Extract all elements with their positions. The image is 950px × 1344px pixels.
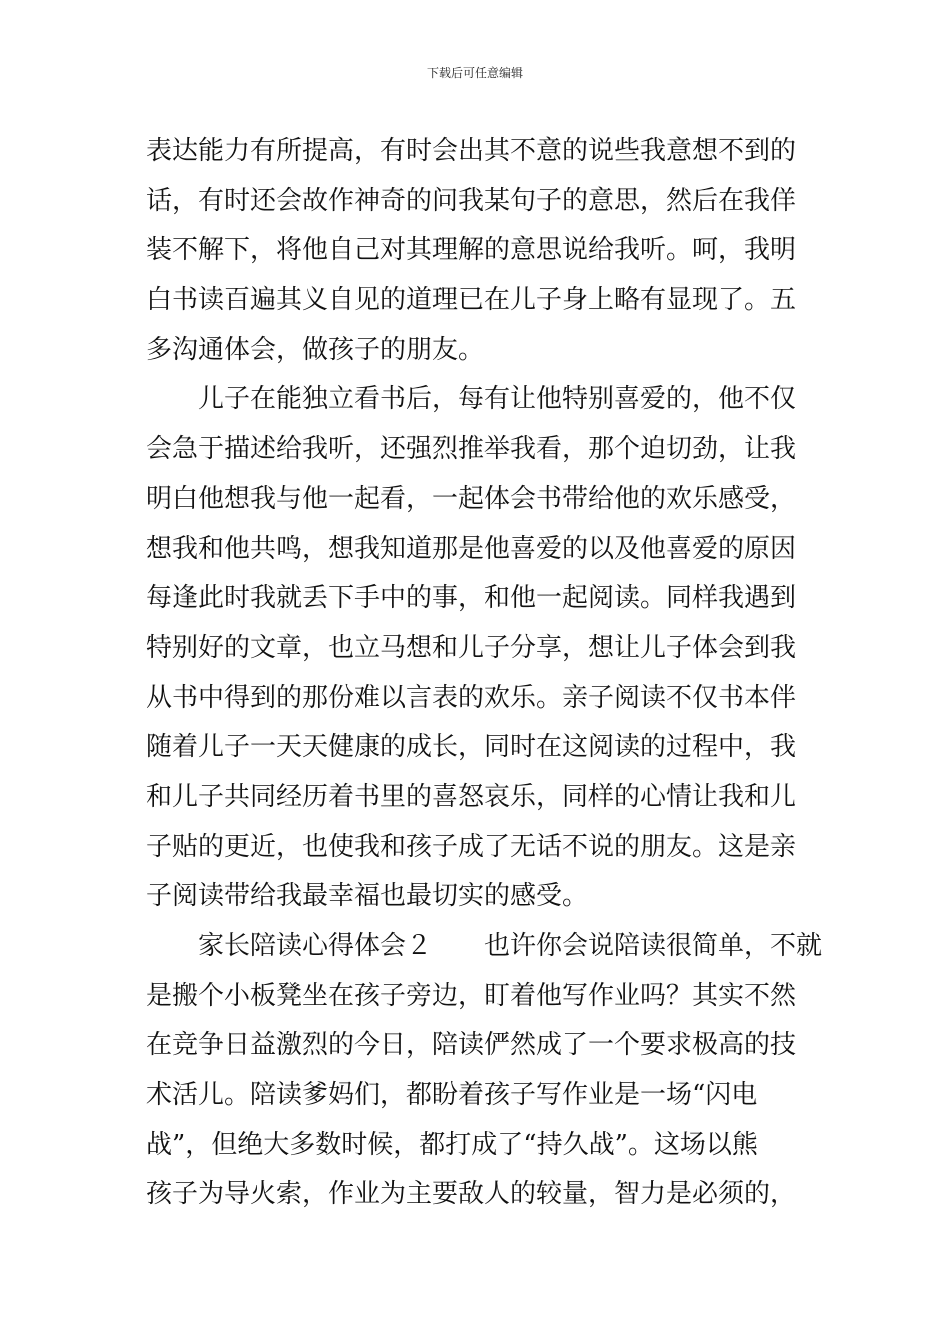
text-line: 多沟通体会，做孩子的朋友。	[146, 334, 485, 365]
text-line: 孩子为导火索，作业为主要敌人的较量，智力是必须的，	[146, 1179, 797, 1210]
text-line: 表达能力有所提高，有时会出其不意的说些我意想不到的	[146, 136, 797, 166]
text-line: 每逢此时我就丢下手中的事，和他一起阅读。同样我遇到	[146, 583, 797, 614]
text-line: 战”，但绝大多数时候，都打成了“持久战”。这场以熊	[146, 1129, 758, 1160]
text-line: 在竞争日益激烈的今日，陪读俨然成了一个要求极高的技	[146, 1030, 797, 1061]
text-line: 装不解下，将他自己对其理解的意思说给我听。呵，我明	[146, 235, 797, 266]
text-line: 想我和他共鸣，想我知道那是他喜爱的以及他喜爱的原因	[146, 533, 797, 564]
text-line: 话，有时还会故作神奇的问我某句子的意思，然后在我佯	[146, 185, 797, 216]
text-line: 子贴的更近，也使我和孩子成了无话不说的朋友。这是亲	[146, 831, 797, 862]
text-line: 术活儿。陪读爹妈们，都盼着孩子写作业是一场“闪电	[146, 1080, 758, 1111]
page-header: 下载后可任意编辑	[426, 66, 523, 80]
text-line: 是搬个小板凳坐在孩子旁边，盯着他写作业吗？其实不然	[146, 980, 797, 1011]
paragraph-start-line: 儿子在能独立看书后，每有让他特别喜爱的，他不仅	[198, 384, 797, 415]
text-line: 和儿子共同经历着书里的喜怒哀乐，同样的心情让我和儿	[146, 781, 797, 812]
paragraph-start-line: 家长陪读心得体会２ 也许你会说陪读很简单，不就	[198, 931, 823, 961]
text-line: 会急于描述给我听，还强烈推举我看，那个迫切劲，让我	[146, 434, 797, 465]
text-line: 从书中得到的那份难以言表的欢乐。亲子阅读不仅书本伴	[146, 682, 797, 713]
document-body	[146, 127, 823, 1220]
text-line: 白书读百遍其义自见的道理已在儿子身上略有显现了。五	[146, 285, 797, 316]
text-line: 子阅读带给我最幸福也最切实的感受。	[146, 881, 589, 912]
text-line: 特别好的文章，也立马想和儿子分享，想让儿子体会到我	[146, 632, 797, 663]
text-line: 随着儿子一天天健康的成长，同时在这阅读的过程中，我	[146, 732, 797, 763]
text-line: 明白他想我与他一起看，一起体会书带给他的欢乐感受，	[146, 483, 797, 514]
